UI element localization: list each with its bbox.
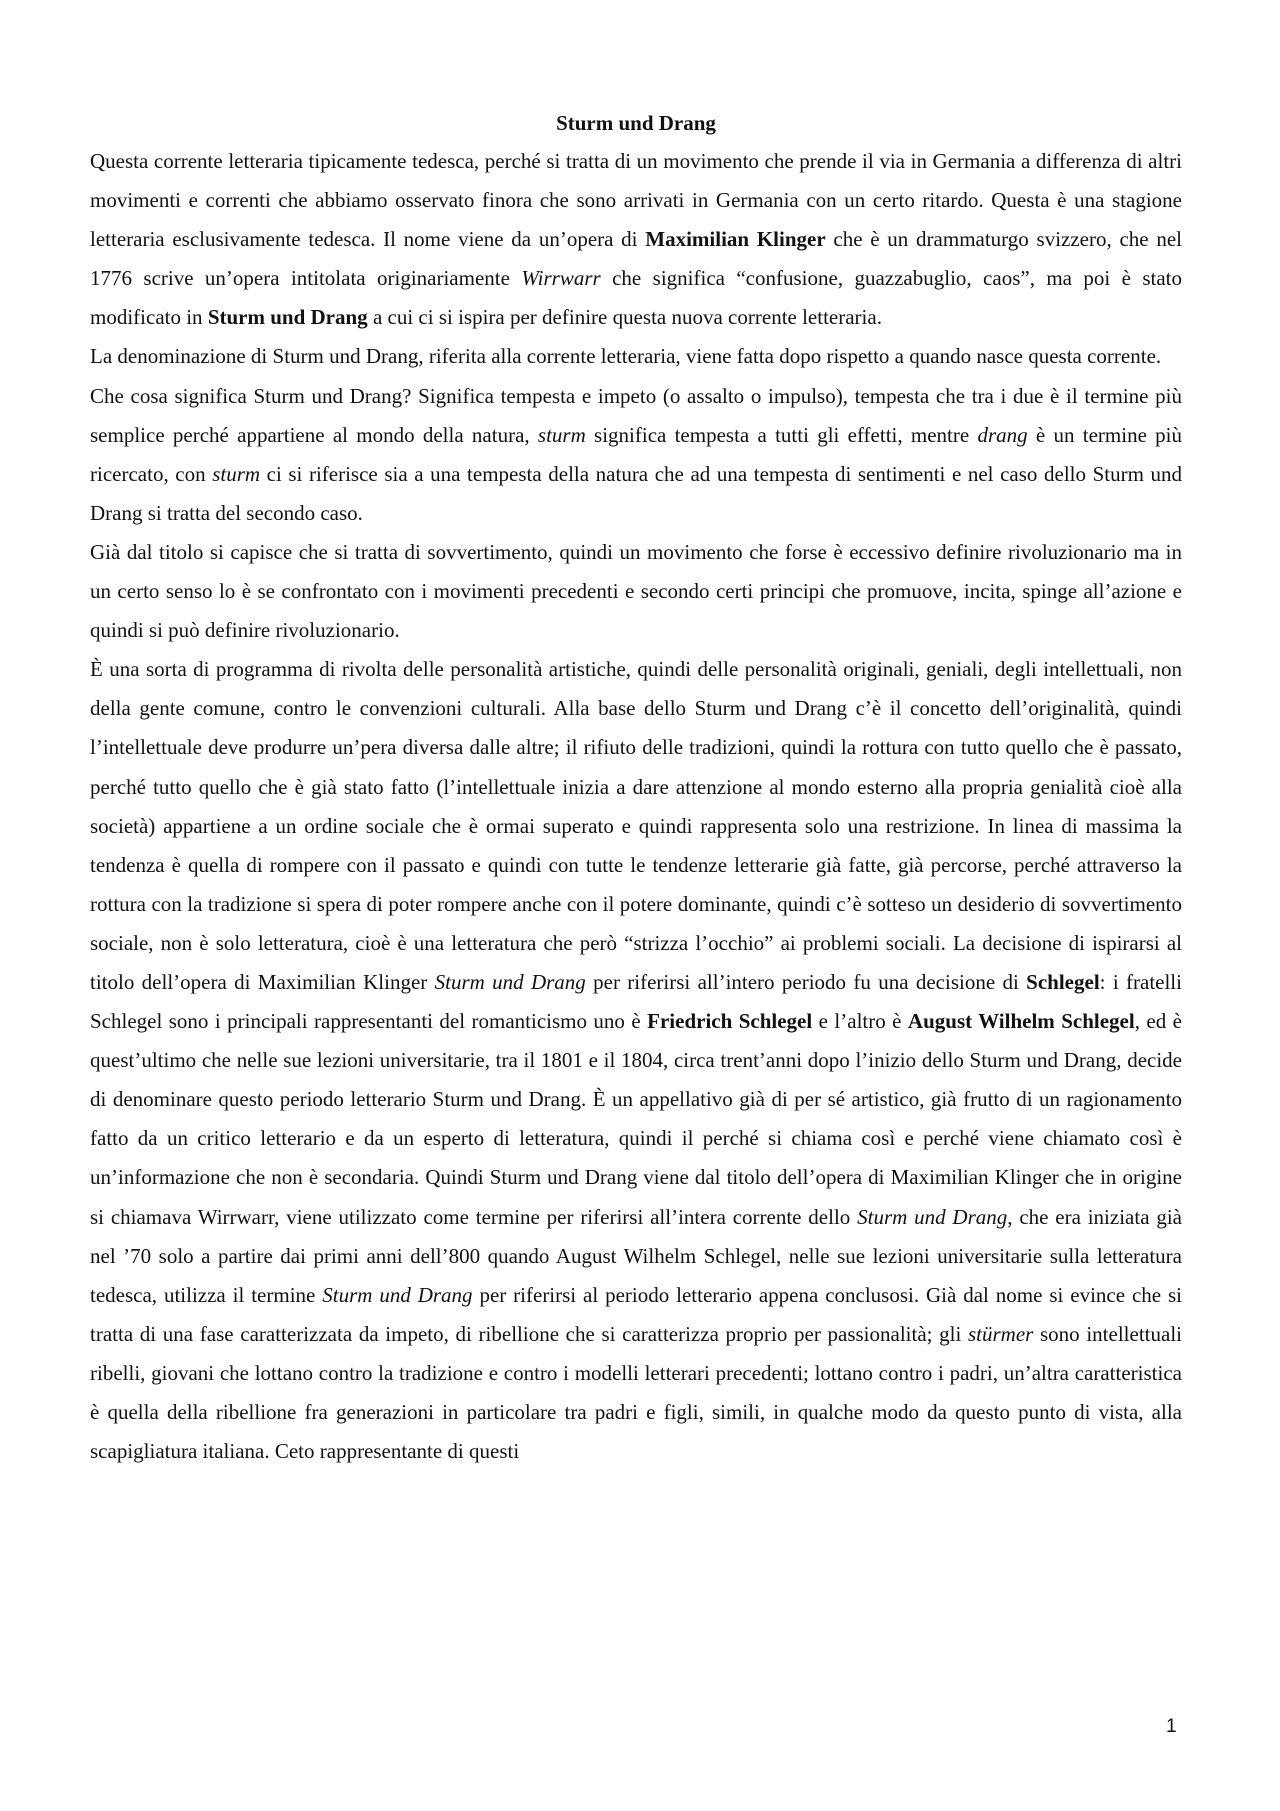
paragraph <box>90 142 1182 337</box>
text-run: Già dal titolo si capisce che si tratta di sovvertimento, quindi un movimento che forse è eccessivo definire rivoluzionario ma in un certo senso lo è se confrontato con i movimenti precedenti e secondo certi principi che promuove, incita, spinge all’azione e quindi si può definire rivoluzionario. <box>90 539 1182 643</box>
text-run: è un termine più ricercato, con <box>90 422 1182 486</box>
text-run: per riferirsi all’intero periodo fu una decisione di <box>585 969 1027 994</box>
italic-text: Sturm und Drang <box>322 1282 473 1307</box>
text-run: È una sorta di programma di rivolta delle personalità artistiche, quindi delle personalità originali, geniali, degli intellettuali, non della gente comune, contro le convenzioni culturali. Alla base dello Sturm und Drang c’è il concetto dell’originalità, quindi l’intellettuale deve produrre un’pera diversa dalle altre; il rifiuto delle tradizioni, quindi la rottura con tutto quello che è passato, perché tutto quello che è già stato fatto (l’intellettuale inizia a dare attenzione al mondo esterno alla propria genialità cioè alla società) appartiene a un ordine sociale che è ormai superato e quindi rappresenta solo una restrizione. In linea di massima la tendenza è quella di rompere con il passato e quindi con tutte le tendenze letterarie già fatte, già percorse, perché attraverso la rottura con la tradizione si spera di poter rompere anche con il potere dominante, quindi c’è sotteso un desiderio di sovvertimento sociale, non è solo letteratura, cioè è una letteratura che però “strizza l’occhio” ai problemi sociali. La decisione di ispirarsi al titolo dell’opera di Maximilian Klinger <box>90 657 1182 994</box>
text-run: e l’altro è <box>812 1009 908 1034</box>
italic-text: Sturm und Drang <box>434 969 586 994</box>
text-run: : i fratelli Schlegel sono i principali rappresentanti del romanticismo uno è <box>90 969 1182 1034</box>
text-run: La denominazione di Sturm und Drang, riferita alla corrente letteraria, viene fatta dopo rispetto a quando nasce questa corrente. <box>90 344 1162 369</box>
italic-text: Wirrwarr <box>521 266 601 291</box>
bold-text: Friedrich Schlegel <box>647 1009 813 1034</box>
text-run: ci si riferisce sia a una tempesta della natura che ad una tempesta di sentimenti e nel caso dello Sturm und Drang si tratta del secondo caso. <box>90 461 1182 525</box>
page-number: 1 <box>1166 1716 1177 1737</box>
italic-text: Sturm und Drang <box>857 1204 1008 1229</box>
text-run: che significa “confusione, guazzabuglio, caos”, ma poi è stato modificato in <box>90 266 1182 330</box>
text-run: significa tempesta a tutti gli effetti, mentre <box>585 422 978 447</box>
italic-text: drang <box>977 422 1028 447</box>
paragraph <box>90 377 1182 533</box>
bold-text: Sturm und Drang <box>207 305 368 330</box>
text-run: Che cosa significa Sturm und Drang? Significa tempesta e impeto (o assalto o impulso), tempesta che tra i due è il termine più semplice perché appartiene al mondo della natura, <box>90 383 1182 447</box>
paragraph <box>90 650 1182 1471</box>
bold-text: August Wilhelm Schlegel <box>907 1009 1135 1034</box>
document-page <box>90 108 1182 1471</box>
document-title: Sturm und Drang <box>556 111 716 135</box>
text-run: , che era iniziata già nel ’70 solo a partire dai primi anni dell’800 quando August Wilhelm Schlegel, nelle sue lezioni universitarie sulla letteratura tedesca, utilizza il termine <box>90 1204 1182 1307</box>
paragraph <box>90 533 1182 650</box>
italic-text: sturm <box>212 461 261 486</box>
text-run: Questa corrente letteraria tipicamente tedesca, perché si tratta di un movimento che prende il via in Germania a differenza di altri movimenti e correnti che abbiamo osservato finora che sono arrivati in Germania con un certo ritardo. Questa è una stagione letteraria esclusivamente tedesca. Il nome viene da un’opera di <box>90 149 1182 252</box>
bold-text: Schlegel <box>1026 969 1100 994</box>
document-body <box>90 142 1182 1471</box>
text-run: sono intellettuali ribelli, giovani che lottano contro la tradizione e contro i modelli letterari precedenti; lottano contro i padri, un’altra caratteristica è quella della ribellione fra generazioni in particolare tra padri e figli, simili, in qualche modo da questo punto di vista, alla scapigliatura italiana. Ceto rappresentante di questi <box>90 1321 1182 1464</box>
text-run: , ed è quest’ultimo che nelle sue lezioni universitarie, tra il 1801 e il 1804, circa trent’anni dopo l’inizio dello Sturm und Drang, decide di denominare questo periodo letterario Sturm und Drang. È un appellativo già di per sé artistico, già frutto di un ragionamento fatto da un critico letterario e da un esperto di letteratura, quindi il perché si chiama così e perché viene chiamato così è un’informazione che non è secondaria. Quindi Sturm und Drang viene dal titolo dell’opera di Maximilian Klinger che in origine si chiamava Wirrwarr, viene utilizzato come termine per riferirsi all’intera corrente dello <box>90 1009 1182 1229</box>
text-run: a cui ci si ispira per definire questa nuova corrente letteraria. <box>367 305 882 330</box>
paragraph <box>90 337 1182 376</box>
italic-text: stürmer <box>968 1321 1034 1346</box>
text-run: per riferirsi al periodo letterario appena conclusosi. Già dal nome si evince che si tratta di una fase caratterizzata da impeto, di ribellione che si caratterizza proprio per passionalità; gli <box>90 1282 1182 1346</box>
text-run: che è un drammaturgo svizzero, che nel 1776 scrive un’opera intitolata originariamente <box>90 227 1182 291</box>
bold-text: Maximilian Klinger <box>645 227 826 252</box>
italic-text: sturm <box>537 422 586 447</box>
